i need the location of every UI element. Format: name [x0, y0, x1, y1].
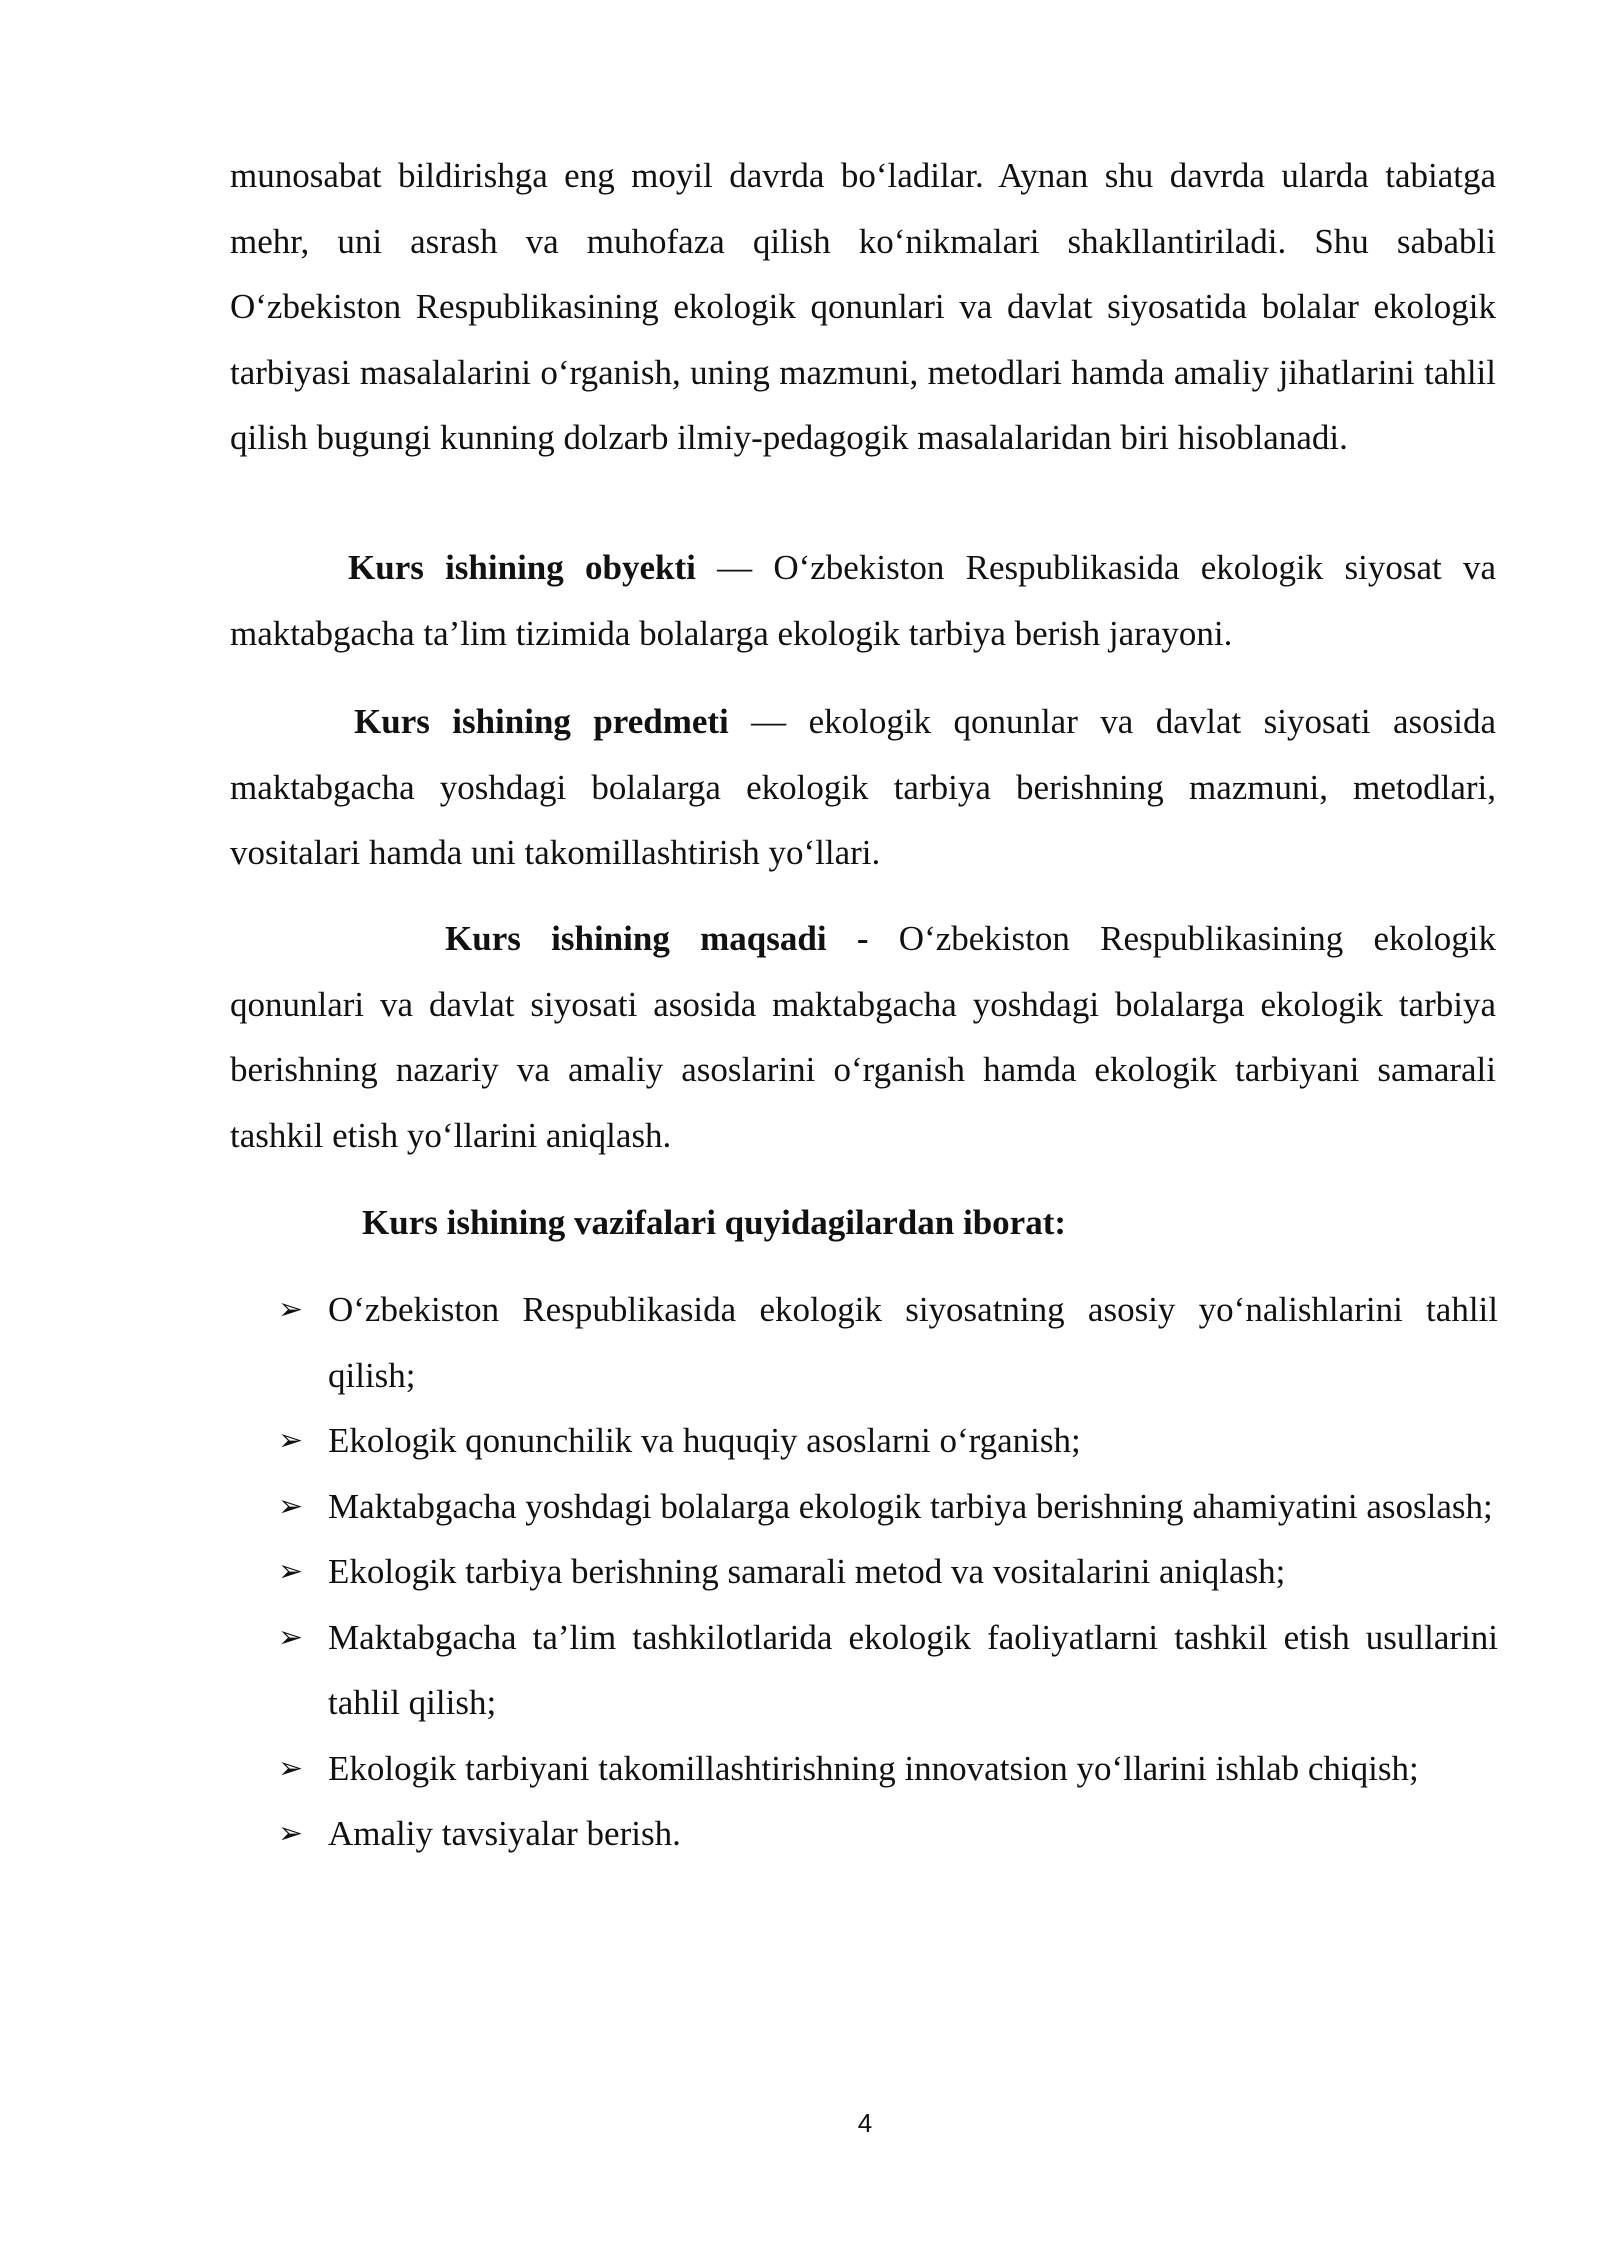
list-item	[278, 1605, 1498, 1736]
arrowhead-bullet-icon: ➢	[278, 1816, 304, 1851]
object-label: Kurs ishining obyekti	[348, 548, 696, 587]
object-paragraph	[230, 535, 1496, 666]
tasks-heading: Kurs ishining vazifalari quyidagilardan iborat:	[362, 1203, 1066, 1242]
page-number: 4	[857, 2108, 873, 2138]
goal-label: Kurs ishining maqsadi -	[445, 919, 869, 958]
list-item-text: Maktabgacha yoshdagi bolalarga ekologik tarbiya berishning ahamiyatini asoslash;	[328, 1486, 1493, 1526]
list-item	[278, 1474, 1498, 1540]
arrowhead-bullet-icon: ➢	[278, 1423, 304, 1458]
arrowhead-bullet-icon: ➢	[278, 1619, 304, 1655]
list-item-text: Amaliy tavsiyalar berish.	[328, 1814, 681, 1853]
arrowhead-bullet-icon: ➢	[278, 1488, 304, 1524]
list-item-text: Ekologik tarbiya berishning samarali metod va vositalarini aniqlash;	[328, 1552, 1286, 1591]
goal-text: O‘zbekiston Respublikasining ekologik qonunlari va davlat siyosati asosida maktabgacha yoshdagi bolalarga ekologik tarbiya berishning nazariy va amaliy asoslarini o‘rganish hamda ekologik tarbiyani samarali tashkil etish yo‘llarini aniqlash.	[230, 919, 1497, 1155]
arrowhead-bullet-icon: ➢	[278, 1750, 304, 1786]
subject-label: Kurs ishining predmeti	[354, 702, 729, 741]
list-item	[278, 1408, 1498, 1474]
tasks-list	[278, 1277, 1498, 1867]
list-item-text: Maktabgacha ta’lim tashkilotlarida ekologik faoliyatlarni tashkil etish usullarini tahlil qilish;	[328, 1617, 1498, 1722]
list-item	[278, 1277, 1498, 1408]
subject-paragraph	[230, 689, 1496, 886]
list-item	[278, 1736, 1498, 1802]
list-item-text: O‘zbekiston Respublikasida ekologik siyosatning asosiy yo‘nalishlarini tahlil qilish;	[328, 1290, 1498, 1395]
arrowhead-bullet-icon: ➢	[278, 1292, 304, 1327]
object-text: — O‘zbekiston Respublikasida ekologik siyosat va maktabgacha ta’lim tizimida bolalarga ekologik tarbiya berish jarayoni.	[230, 548, 1496, 653]
list-item-text: Ekologik tarbiyani takomillashtirishning innovatsion yo‘llarini ishlab chiqish;	[328, 1748, 1419, 1788]
goal-paragraph	[230, 906, 1496, 1168]
intro-paragraph: munosabat bildirishga eng moyil davrda bo‘ladilar. Aynan shu davrda ularda tabiatga mehr, uni asrash va muhofaza qilish ko‘nikmalari shakllantiriladi. Shu sababli O‘zbekiston Respublikasining ekologik qonunlari va davlat siyosatida bolalar ekologik tarbiyasi masalalarini o‘rganish, uning mazmuni, metodlari hamda amaliy jihatlarini tahlil qilish bugungi kunning dolzarb ilmiy-pedagogik masalalaridan biri hisoblanadi.	[230, 156, 1496, 457]
list-item-text: Ekologik qonunchilik va huquqiy asoslarni o‘rganish;	[328, 1421, 1081, 1460]
arrowhead-bullet-icon: ➢	[278, 1554, 304, 1589]
list-item	[278, 1801, 1498, 1867]
list-item	[278, 1539, 1498, 1605]
subject-text: — ekologik qonunlar va davlat siyosati asosida maktabgacha yoshdagi bolalarga ekologik tarbiya berishning mazmuni, metodlari, vositalari hamda uni takomillashtirish yo‘llari.	[230, 702, 1496, 872]
